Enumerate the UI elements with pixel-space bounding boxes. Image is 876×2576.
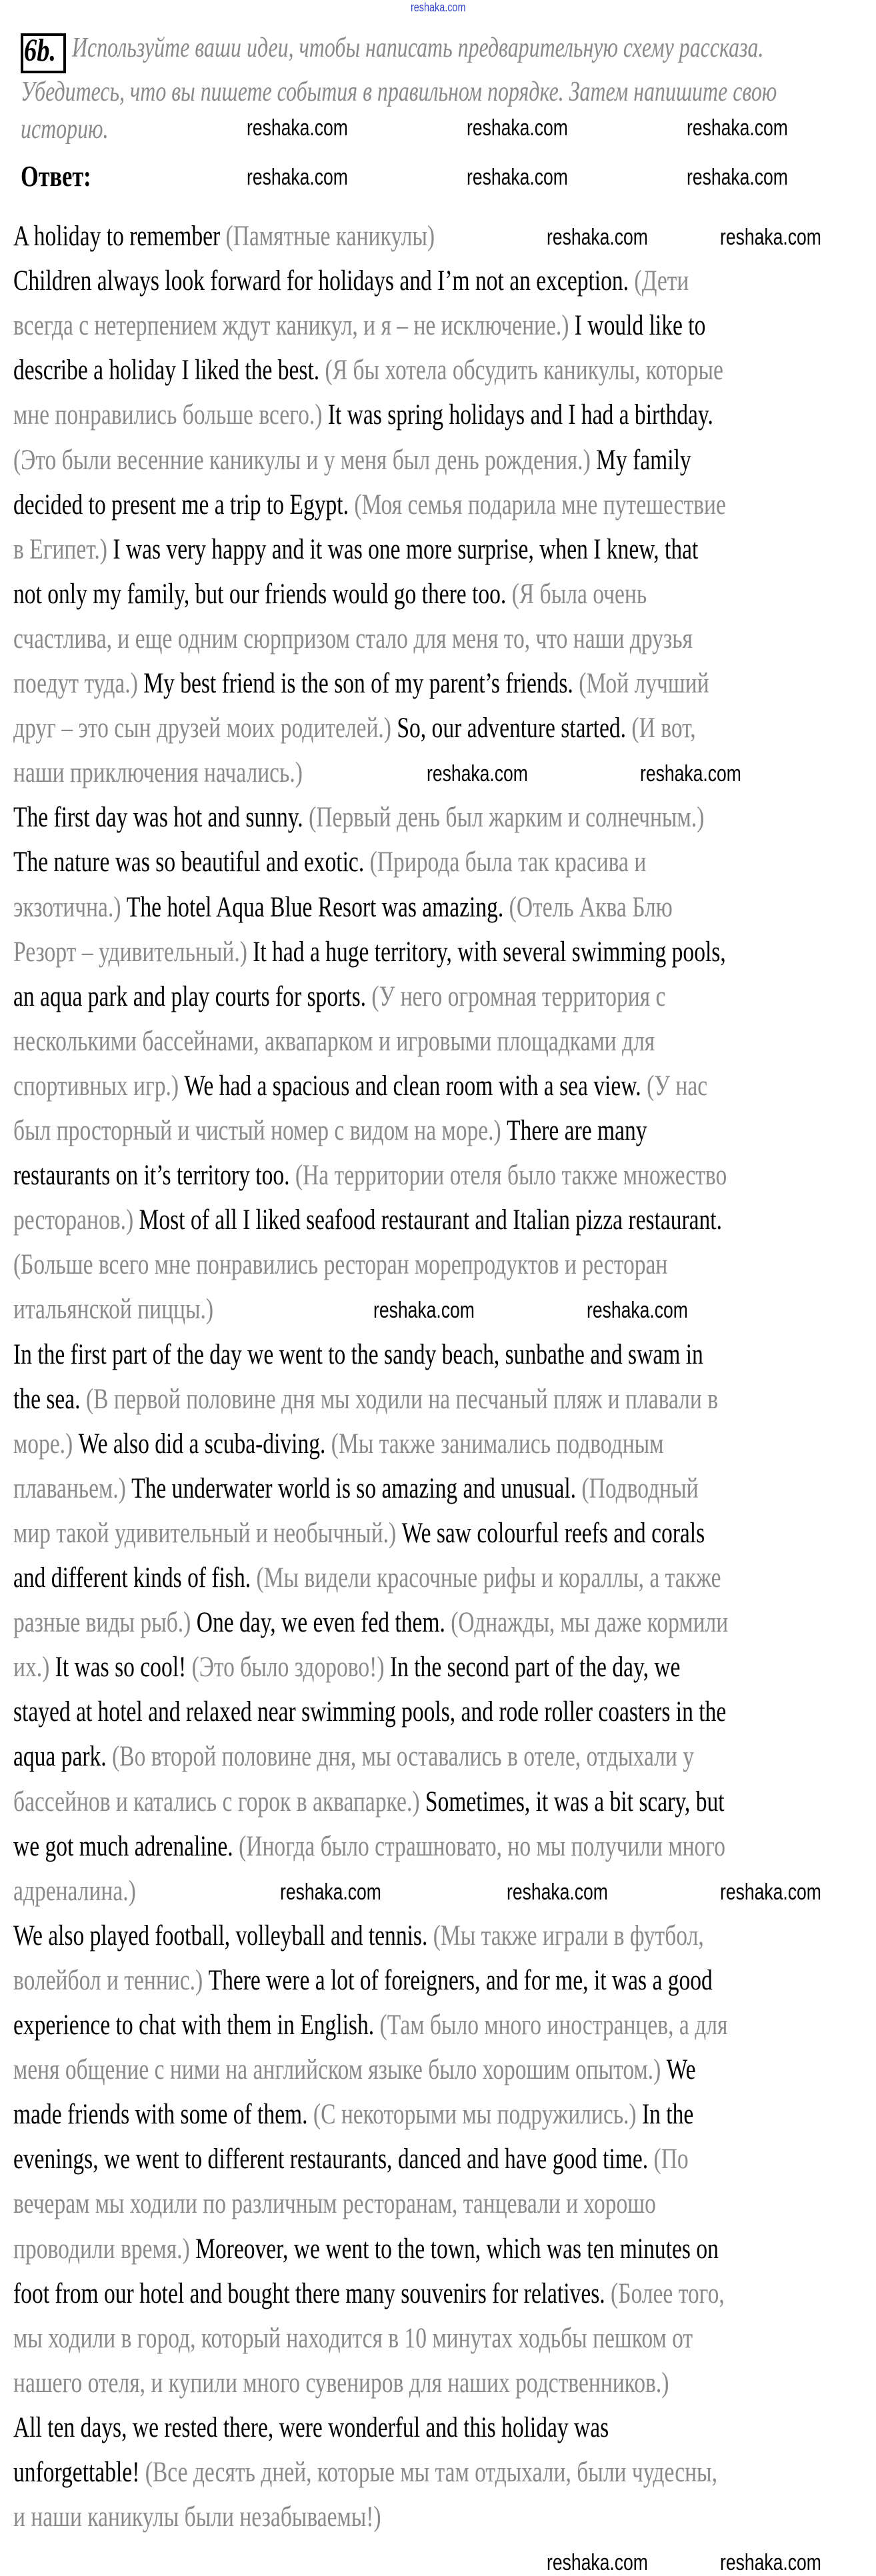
story-line: [13, 936, 726, 969]
english-text: evenings, we went to different restaurants, danced and have good time.: [13, 2143, 654, 2175]
english-text: describe a holiday I liked the best.: [13, 355, 325, 387]
task-number: 6b.: [24, 33, 56, 68]
english-text: an aqua park and play courts for sports.: [13, 980, 372, 1012]
russian-translation: (Там было много иностранцев, а для: [379, 2009, 728, 2041]
story-line: [13, 444, 691, 477]
russian-translation: спортивных игр.): [13, 1070, 179, 1102]
watermark: reshaka.com: [280, 1879, 381, 1905]
story-line: [13, 1338, 703, 1372]
watermark: reshaka.com: [247, 115, 348, 141]
story-line: [13, 533, 698, 567]
english-text: Children always look forward for holidays and I’m not an exception.: [13, 265, 635, 297]
english-text: We also played football, volleyball and tennis.: [13, 1920, 433, 1951]
english-text: restaurants on it’s territory too.: [13, 1160, 295, 1192]
english-text: foot from our hotel and bought there many souvenirs for relatives.: [13, 2277, 611, 2309]
russian-translation: (Это было здорово!): [191, 1652, 385, 1684]
russian-translation: (Иногда было страшновато, но мы получили много: [239, 1830, 725, 1862]
story-line: [13, 2456, 717, 2489]
story-line: [13, 1159, 727, 1192]
russian-translation: и наши каникулы были незабываемы!): [13, 2501, 381, 2533]
watermark: reshaka.com: [640, 761, 741, 787]
story-line: [13, 1830, 725, 1864]
task-instruction-line: историю.: [21, 114, 109, 145]
story-line: [13, 1875, 136, 1908]
story-line: [13, 846, 646, 879]
english-text: we got much adrenaline.: [13, 1830, 239, 1862]
story-line: [13, 1920, 704, 1953]
russian-translation: (Подводный: [581, 1472, 699, 1504]
russian-translation: (Моя семья подарила мне путешествие: [354, 489, 726, 521]
story-line: [13, 1248, 667, 1282]
watermark: reshaka.com: [467, 165, 568, 190]
story-line: [13, 1204, 722, 1237]
story-line: [13, 623, 693, 656]
story-line: [13, 2501, 381, 2534]
russian-translation: море.): [13, 1428, 73, 1460]
russian-translation: (На территории отеля было также множество: [295, 1160, 727, 1192]
english-text: stayed at hotel and relaxed near swimming pools, and rode roller coasters in the: [13, 1696, 727, 1728]
watermark: reshaka.com: [687, 165, 788, 190]
story-line: [13, 489, 726, 522]
english-text: So, our adventure started.: [391, 712, 632, 744]
russian-translation: (И вот,: [631, 712, 696, 744]
russian-translation: (Во второй половине дня, мы оставались в отеле, отдыхали у: [112, 1741, 695, 1773]
russian-translation: (Памятные каникулы): [225, 221, 435, 252]
english-text: unforgettable!: [13, 2457, 145, 2488]
russian-translation: поедут туда.): [13, 668, 138, 699]
story-line: [13, 1696, 726, 1729]
watermark: reshaka.com: [687, 115, 788, 141]
russian-translation: (Все десять дней, которые мы там отдыхали, были чудесны,: [145, 2457, 717, 2488]
russian-translation: (Я бы хотела обсудить каникулы, которые: [325, 355, 723, 387]
english-text: I would like to: [569, 310, 706, 342]
story-line: [13, 1025, 655, 1058]
russian-translation: адреналина.): [13, 1875, 136, 1907]
english-text: There were a lot of foreigners, and for me, it was a good: [203, 1964, 713, 1996]
english-text: One day, we even fed them.: [191, 1607, 451, 1639]
english-text: decided to present me a trip to Egypt.: [13, 489, 355, 521]
story-line: [13, 2322, 693, 2355]
russian-translation: нашего отеля, и купили много сувениров для наших родственников.): [13, 2367, 669, 2399]
story-line: [13, 1428, 663, 1461]
russian-translation: друг – это сын друзей моих родителей.): [13, 712, 391, 744]
russian-translation: (У нас: [647, 1070, 708, 1102]
story-line: [13, 1562, 721, 1595]
english-text: We had a spacious and clean room with a sea view.: [179, 1070, 647, 1102]
russian-translation: разные виды рыб.): [13, 1607, 191, 1639]
english-text: The underwater world is so amazing and unusual.: [125, 1472, 582, 1504]
russian-translation: (У него огромная территория с: [371, 980, 666, 1012]
story-line: [13, 2411, 609, 2445]
russian-translation: (Первый день был жарким и солнечным.): [309, 802, 705, 834]
russian-translation: (Дети: [634, 265, 689, 297]
english-text: My best friend is the son of my parent’s friends.: [137, 668, 579, 699]
watermark: reshaka.com: [547, 225, 648, 250]
story-line: [13, 2233, 719, 2266]
russian-translation: всегда с нетерпением ждут каникул, и я – не исключение.): [13, 310, 569, 342]
russian-translation: (Природа была так красива и: [369, 846, 647, 878]
russian-translation: (Я была очень: [511, 578, 647, 610]
english-text: There are many: [501, 1115, 647, 1146]
russian-translation: наши приключения начались.): [13, 757, 303, 789]
russian-translation: бассейнов и катались с горок в аквапарке.): [13, 1786, 420, 1818]
watermark: reshaka.com: [247, 165, 348, 190]
story-line: [13, 1383, 718, 1416]
russian-translation: (Больше всего мне понравились ресторан морепродуктов и ресторан: [13, 1249, 668, 1281]
task-instruction-line: Используйте ваши идеи, чтобы написать предварительную схему рассказа.: [72, 33, 764, 63]
russian-translation: их.): [13, 1652, 50, 1684]
story-line: [13, 1786, 725, 1819]
english-text: not only my family, but our friends would go there too.: [13, 578, 512, 610]
russian-translation: мне понравились больше всего.): [13, 399, 323, 431]
english-text: Most of all I liked seafood restaurant and Italian pizza restaurant.: [133, 1204, 723, 1236]
task-instruction-line: Убедитесь, что вы пишете события в правильном порядке. Затем напишите свою: [21, 77, 777, 107]
english-text: It was so cool!: [49, 1652, 192, 1684]
english-text: made friends with some of them.: [13, 2099, 313, 2131]
russian-translation: проводили время.): [13, 2233, 190, 2265]
watermark: reshaka.com: [547, 2550, 648, 2576]
site-link[interactable]: reshaka.com: [411, 1, 466, 14]
russian-translation: (С некоторыми мы подружились.): [313, 2099, 637, 2131]
russian-translation: плаваньем.): [13, 1472, 126, 1504]
watermark: reshaka.com: [467, 115, 568, 141]
english-text: A holiday to remember: [13, 221, 226, 252]
story-line: [13, 2098, 693, 2131]
english-text: Sometimes, it was a bit scary, but: [419, 1786, 725, 1818]
english-text: In the second part of the day, we: [384, 1652, 681, 1684]
english-text: We also did a scuba-diving.: [73, 1428, 331, 1460]
english-text: We: [661, 2054, 696, 2086]
russian-translation: (По: [653, 2143, 689, 2175]
english-text: I was very happy and it was one more surprise, when I knew, that: [107, 533, 699, 565]
russian-translation: в Египет.): [13, 533, 107, 565]
story-line: [13, 801, 704, 834]
watermark: reshaka.com: [507, 1879, 608, 1905]
story-line: [13, 265, 689, 298]
watermark: reshaka.com: [427, 761, 528, 787]
story-line: [13, 220, 435, 253]
english-text: The hotel Aqua Blue Resort was amazing.: [121, 891, 509, 923]
story-line: [13, 1472, 699, 1506]
russian-translation: Резорт – удивительный.): [13, 936, 247, 968]
story-line: [13, 309, 705, 343]
story-line: [13, 891, 673, 924]
story-line: [13, 1606, 728, 1640]
russian-translation: (Мы видели красочные рифы и кораллы, а также: [256, 1562, 721, 1594]
russian-translation: меня общение с ними на английском языке было хорошим опытом.): [13, 2054, 661, 2086]
russian-translation: мы ходили в город, который находится в 10 минутах ходьбы пешком от: [13, 2322, 693, 2354]
story-line: [13, 2187, 656, 2221]
story-line: [13, 1114, 647, 1148]
english-text: Moreover, we went to the town, which was ten minutes on: [189, 2233, 719, 2265]
english-text: All ten days, we rested there, were wonderful and this holiday was: [13, 2411, 609, 2443]
story-line: [13, 1964, 713, 1997]
russian-translation: был просторный и чистый номер с видом на море.): [13, 1115, 501, 1146]
answer-label: Ответ:: [21, 160, 91, 193]
story-line: [13, 980, 665, 1014]
story-line: [13, 2009, 727, 2042]
russian-translation: счастлива, и еще одним сюрпризом стало для меня то, что наши друзья: [13, 623, 693, 654]
russian-translation: (Однажды, мы даже кормили: [451, 1607, 729, 1639]
story-line: [13, 1740, 694, 1774]
english-text: and different kinds of fish.: [13, 1562, 257, 1594]
english-text: experience to chat with them in English.: [13, 2009, 380, 2041]
english-text: My family: [590, 444, 691, 476]
story-line: [13, 756, 303, 790]
russian-translation: вечерам мы ходили по различным ресторанам, танцевали и хорошо: [13, 2188, 656, 2220]
russian-translation: (Мы также играли в футбол,: [433, 1920, 704, 1951]
story-line: [13, 1293, 213, 1326]
russian-translation: (Отель Аква Блю: [509, 891, 673, 923]
story-line: [13, 2277, 725, 2311]
story-line: [13, 1070, 707, 1103]
russian-translation: несколькими бассейнами, аквапарком и игровыми площадками для: [13, 1025, 655, 1057]
english-text: the sea.: [13, 1383, 86, 1415]
english-text: It had a huge territory, with several swimming pools,: [247, 936, 726, 968]
story-line: [13, 712, 696, 745]
russian-translation: (Мы также занимались подводным: [331, 1428, 664, 1460]
story-line: [13, 1651, 680, 1684]
watermark: reshaka.com: [587, 1298, 688, 1324]
russian-translation: (Это были весенние каникулы и у меня был день рождения.): [13, 444, 591, 476]
english-text: In the: [636, 2099, 694, 2131]
story-line: [13, 2143, 689, 2176]
english-text: The nature was so beautiful and exotic.: [13, 846, 370, 878]
story-line: [13, 2367, 669, 2400]
story-line: [13, 1517, 705, 1550]
watermark: reshaka.com: [720, 225, 821, 250]
russian-translation: экзотична.): [13, 891, 121, 923]
story-line: [13, 2053, 696, 2087]
story-line: [13, 354, 723, 387]
watermark: reshaka.com: [720, 1879, 821, 1905]
russian-translation: итальянской пиццы.): [13, 1294, 214, 1326]
story-line: [13, 399, 713, 432]
russian-translation: (В первой половине дня мы ходили на песчаный пляж и плавали в: [85, 1383, 719, 1415]
russian-translation: ресторанов.): [13, 1204, 134, 1236]
english-text: In the first part of the day we went to the sandy beach, sunbathe and swam in: [13, 1338, 703, 1370]
english-text: aqua park.: [13, 1741, 113, 1773]
watermark: reshaka.com: [373, 1298, 475, 1324]
russian-translation: мир такой удивительный и необычный.): [13, 1517, 397, 1549]
russian-translation: (Более того,: [611, 2277, 725, 2309]
russian-translation: волейбол и теннис.): [13, 1964, 203, 1996]
russian-translation: (Мой лучший: [579, 668, 709, 699]
english-text: The first day was hot and sunny.: [13, 802, 309, 834]
english-text: We saw colourful reefs and corals: [396, 1517, 705, 1549]
story-line: [13, 667, 709, 700]
english-text: It was spring holidays and I had a birthday.: [322, 399, 713, 431]
story-line: [13, 578, 647, 611]
watermark: reshaka.com: [720, 2550, 821, 2576]
